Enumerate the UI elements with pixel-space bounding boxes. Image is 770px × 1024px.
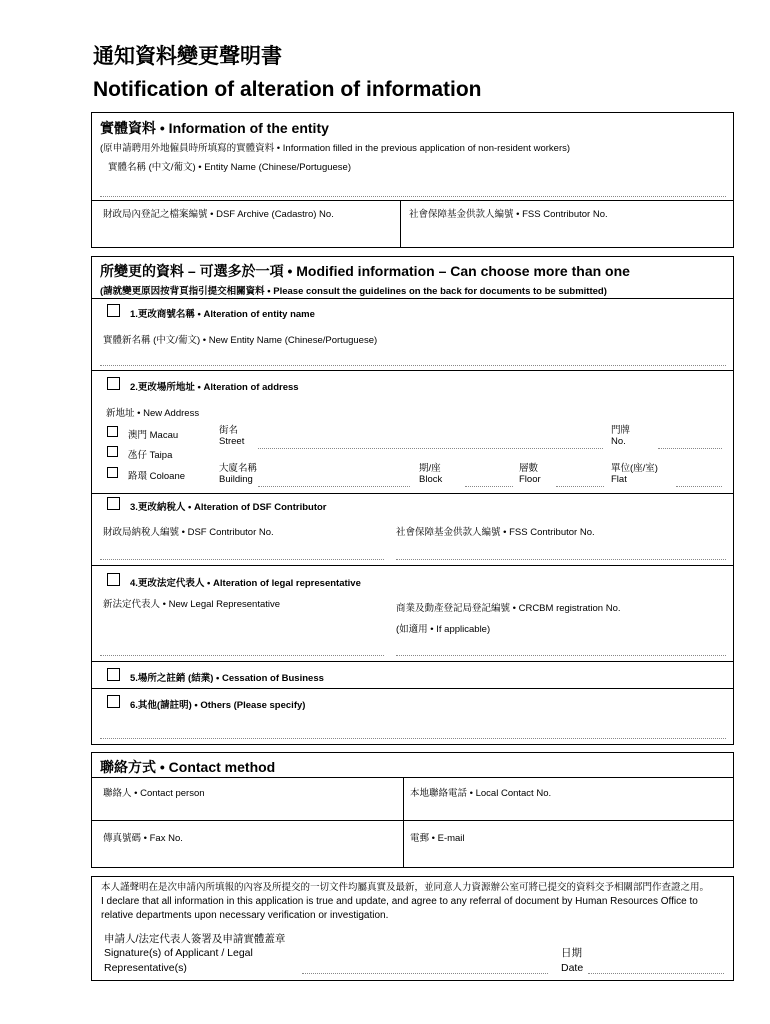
title-chinese: 通知資料變更聲明書 <box>93 45 282 68</box>
new-address-label: 新地址 • New Address <box>106 408 200 419</box>
declaration-chinese: 本人謹聲明在是次申請內所填報的內容及所提交的一切文件均屬真實及最新，並同意人力資源辦公室可將已提交的資料交予相關部門作查證之用。 <box>101 882 710 893</box>
option-2-checkbox[interactable] <box>107 377 120 390</box>
option-5-checkbox[interactable] <box>107 668 120 681</box>
contact-heading: 聯絡方式 • Contact method <box>100 759 276 775</box>
date-field[interactable] <box>588 973 724 974</box>
divider <box>400 200 401 248</box>
building-label-en: Building <box>219 474 253 485</box>
crcbm-label: 商業及動產登記局登記編號 • CRCBM registration No. <box>396 603 621 614</box>
modified-note: (請就變更原因按背頁指引提交相關資料 • Please consult the guidelines on the back for documents to be submitted) <box>100 286 607 297</box>
flat-label-zh: 單位(座/室) <box>611 463 658 474</box>
modified-heading: 所變更的資料 – 可選多於一項 • Modified information – Can choose more than one <box>100 263 630 279</box>
signature-field[interactable] <box>302 973 548 974</box>
macau-label: 澳門 Macau <box>128 430 179 441</box>
new-legal-rep-field[interactable] <box>100 655 384 656</box>
new-legal-rep-label: 新法定代表人 • New Legal Representative <box>103 599 281 610</box>
option-1-checkbox[interactable] <box>107 304 120 317</box>
flat-field[interactable] <box>676 486 722 487</box>
email-label: 電郵 • E-mail <box>410 833 465 844</box>
number-label-zh: 門牌 <box>611 425 631 436</box>
option-6-label: 6.其他(請註明) • Others (Please specify) <box>130 700 306 711</box>
local-phone-label: 本地聯絡電話 • Local Contact No. <box>410 788 552 799</box>
if-applicable-label: (如適用 • If applicable) <box>396 624 491 635</box>
divider <box>91 661 734 662</box>
option-1-label: 1.更改商號名稱 • Alteration of entity name <box>130 309 315 320</box>
dsf-archive-label: 財政局內登記之檔案編號 • DSF Archive (Cadastro) No. <box>103 209 334 220</box>
divider <box>91 493 734 494</box>
divider <box>91 298 734 299</box>
block-label-en: Block <box>419 474 443 485</box>
option-6-checkbox[interactable] <box>107 695 120 708</box>
coloane-checkbox[interactable] <box>107 467 118 478</box>
divider <box>403 777 404 868</box>
taipa-label: 氹仔 Taipa <box>128 450 173 461</box>
flat-label-en: Flat <box>611 474 627 485</box>
new-entity-name-label: 實體新名稱 (中文/葡文) • New Entity Name (Chinese/Portuguese) <box>103 335 378 346</box>
fax-label: 傳真號碼 • Fax No. <box>103 833 183 844</box>
option-3-checkbox[interactable] <box>107 497 120 510</box>
entity-note: (原申請聘用外地僱員時所填寫的實體資料 • Information filled in the previous application of non-resident workers) <box>100 143 571 154</box>
divider <box>91 820 734 821</box>
street-label-zh: 街名 <box>219 425 239 436</box>
block-field[interactable] <box>465 486 513 487</box>
date-label-zh: 日期 <box>561 947 582 959</box>
number-field[interactable] <box>658 448 722 449</box>
floor-label-zh: 層數 <box>519 463 539 474</box>
option-4-label: 4.更改法定代表人 • Alteration of legal representative <box>130 578 361 589</box>
divider <box>91 370 734 371</box>
dsf-contributor-field[interactable] <box>100 559 384 560</box>
option-3-label: 3.更改納稅人 • Alteration of DSF Contributor <box>130 502 327 513</box>
building-label-zh: 大廈名稱 <box>219 463 258 474</box>
dsf-contributor-label: 財政局納稅人編號 • DSF Contributor No. <box>103 527 274 538</box>
date-label-en: Date <box>561 962 584 974</box>
fss-contributor-label: 社會保障基金供款人編號 • FSS Contributor No. <box>409 209 608 220</box>
signature-label-zh: 申請人/法定代表人簽署及申請實體蓋章 <box>104 933 286 945</box>
fss-contributor-field[interactable] <box>396 559 726 560</box>
entity-name-label: 實體名稱 (中文/葡文) • Entity Name (Chinese/Portuguese) <box>108 162 352 173</box>
floor-label-en: Floor <box>519 474 541 485</box>
entity-heading: 實體資料 • Information of the entity <box>100 120 329 136</box>
new-entity-name-field[interactable] <box>100 365 726 366</box>
coloane-label: 路環 Coloane <box>128 471 186 482</box>
number-label-en: No. <box>611 436 626 447</box>
title-english: Notification of alteration of information <box>93 78 482 101</box>
fss-contributor-new-label: 社會保障基金供款人編號 • FSS Contributor No. <box>396 527 595 538</box>
floor-field[interactable] <box>556 486 604 487</box>
divider <box>91 777 734 778</box>
signature-label-en-1: Signature(s) of Applicant / Legal <box>104 947 253 959</box>
street-field[interactable] <box>258 448 603 449</box>
signature-label-en-2: Representative(s) <box>104 962 187 974</box>
option-2-label: 2.更改場所地址 • Alteration of address <box>130 382 299 393</box>
street-label-en: Street <box>219 436 245 447</box>
contact-person-label: 聯絡人 • Contact person <box>103 788 205 799</box>
block-label-zh: 期/座 <box>419 463 441 474</box>
crcbm-field[interactable] <box>396 655 726 656</box>
declaration-english: I declare that all information in this application is true and update, and agree to any referral of document by Human Resources Office to relative departments upon necessary verification or investigation. <box>101 896 698 921</box>
macau-checkbox[interactable] <box>107 426 118 437</box>
divider <box>91 688 734 689</box>
divider <box>91 565 734 566</box>
taipa-checkbox[interactable] <box>107 446 118 457</box>
building-field[interactable] <box>258 486 410 487</box>
option-5-label: 5.場所之註銷 (結業) • Cessation of Business <box>130 673 324 684</box>
others-field[interactable] <box>100 738 726 739</box>
option-4-checkbox[interactable] <box>107 573 120 586</box>
entity-name-field[interactable] <box>100 196 726 197</box>
divider <box>91 200 734 201</box>
